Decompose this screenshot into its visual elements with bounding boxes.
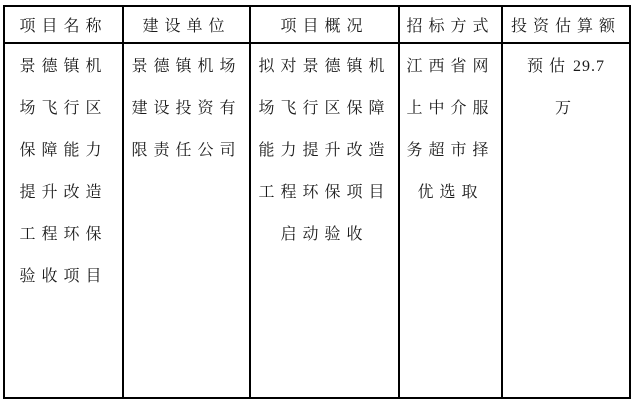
investment-prefix: 预估 <box>526 58 571 75</box>
cell-project-name <box>4 43 123 398</box>
cell-content <box>251 44 398 256</box>
data-row <box>4 43 630 398</box>
text-line: 景德镇机场 <box>131 58 242 75</box>
text-line: 验收项目 <box>19 268 108 285</box>
text-line: 启动验收 <box>280 226 369 243</box>
cell-content <box>124 44 249 172</box>
header-bidding-method: 招标方式 <box>399 6 502 43</box>
text-line: 优选取 <box>417 184 484 201</box>
project-info-table <box>3 5 631 399</box>
header-project-overview: 项目概况 <box>250 6 399 43</box>
header-row <box>4 6 630 43</box>
investment-unit-line: 万 <box>554 100 577 117</box>
text-line: 务超市择 <box>406 142 495 159</box>
text-line: 提升改造 <box>19 184 108 201</box>
cell-content <box>400 44 501 214</box>
text-line: 拟对景德镇机 <box>258 58 391 75</box>
investment-value-line <box>503 46 629 88</box>
cell-project-overview <box>250 43 399 398</box>
text-line: 江西省网 <box>406 58 495 75</box>
text-line: 保障能力 <box>19 142 108 159</box>
text-line: 场飞行区保障 <box>258 100 391 117</box>
text-line: 工程环保 <box>19 226 108 243</box>
investment-amount: 29.7 <box>573 58 605 75</box>
text-line: 限责任公司 <box>131 142 242 159</box>
cell-construction-unit <box>123 43 250 398</box>
header-project-name: 项目名称 <box>4 6 123 43</box>
text-line: 景德镇机 <box>19 58 108 75</box>
text-line: 工程环保项目 <box>258 184 391 201</box>
cell-investment-estimate <box>502 43 630 398</box>
cell-content <box>5 44 122 298</box>
cell-bidding-method <box>399 43 502 398</box>
header-investment-estimate: 投资估算额 <box>502 6 630 43</box>
cell-content <box>503 44 629 130</box>
text-line: 上中介服 <box>406 100 495 117</box>
header-construction-unit: 建设单位 <box>123 6 250 43</box>
text-line: 场飞行区 <box>19 100 108 117</box>
text-line: 建设投资有 <box>131 100 242 117</box>
text-line: 能力提升改造 <box>258 142 391 159</box>
